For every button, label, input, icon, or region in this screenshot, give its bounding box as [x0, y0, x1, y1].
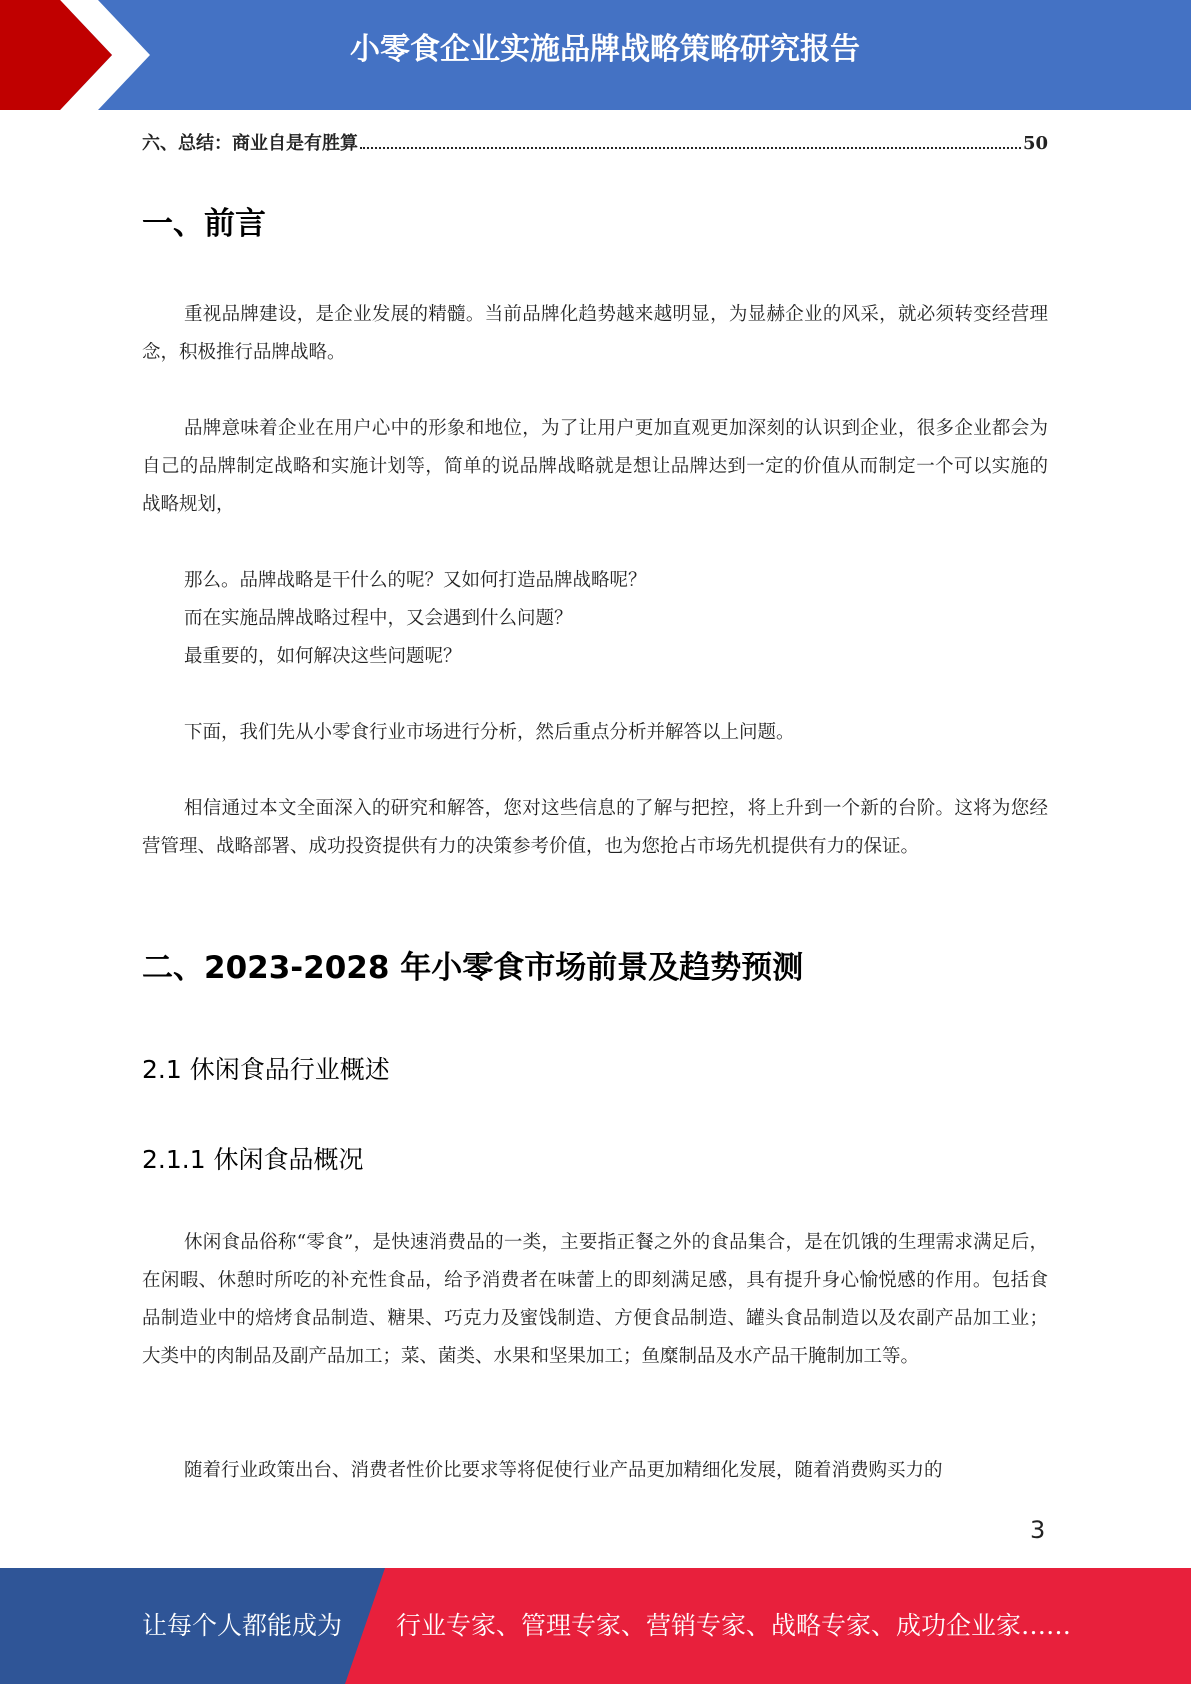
paragraph-1: 重视品牌建设，是企业发展的精髓。当前品牌化趋势越来越明显，为显赫企业的风采，就必须转变经营理念，积极推行品牌战略。	[142, 304, 1048, 363]
toc-entry-page: 50	[1022, 133, 1048, 154]
subheading-2-1: 2.1 休闲食品行业概述	[142, 1055, 390, 1084]
question-2: 而在实施品牌战略过程中，又会遇到什么问题？	[184, 608, 573, 629]
toc-leader-dots	[360, 147, 1021, 149]
footer-slogan-right: 行业专家、管理专家、营销专家、战略专家、成功企业家……	[396, 1611, 1072, 1640]
toc-entry-label: 六、总结：商业自是有胜算	[142, 133, 358, 154]
paragraph-5: 休闲食品俗称“零食”，是快速消费品的一类，主要指正餐之外的食品集合，是在饥饿的生理需求满足后，在闲暇、休憩时所吃的补充性食品，给予消费者在味蕾上的即刻满足感，具有提升身心愉悦感的作用。包括食品制造业中的焙烤食品制造、糖果、巧克力及蜜饯制造、方便食品制造、罐头食品制造以及农副产品加工业；大类中的肉制品及副产品加工；菜、菌类、水果和坚果加工；鱼糜制品及水产品干腌制加工等。	[142, 1232, 1048, 1367]
section-heading-forecast: 二、2023-2028 年小零食市场前景及趋势预测	[142, 950, 804, 986]
page-footer	[0, 1568, 1191, 1684]
paragraph-3: 下面，我们先从小零食行业市场进行分析，然后重点分析并解答以上问题。	[184, 722, 795, 743]
page-header	[0, 0, 1191, 110]
footer-slogan-left: 让每个人都能成为	[142, 1611, 343, 1640]
paragraph-4: 相信通过本文全面深入的研究和解答，您对这些信息的了解与把控，将上升到一个新的台阶。这将为您经营管理、战略部署、成功投资提供有力的决策参考价值，也为您抢占市场先机提供有力的保证。	[142, 798, 1048, 857]
paragraph-2: 品牌意味着企业在用户心中的形象和地位，为了让用户更加直观更加深刻的认识到企业，很多企业都会为自己的品牌制定战略和实施计划等，简单的说品牌战略就是想让品牌达到一定的价值从而制定一个可以实施的战略规划，	[142, 418, 1048, 515]
report-title: 小零食企业实施品牌战略策略研究报告	[350, 32, 860, 67]
toc-entry[interactable]	[142, 128, 1048, 160]
subheading-2-1-1: 2.1.1 休闲食品概况	[142, 1145, 364, 1174]
section-heading-preface: 一、前言	[142, 206, 266, 242]
question-3: 最重要的，如何解决这些问题呢？	[184, 646, 462, 667]
page-number: 3	[1030, 1516, 1046, 1544]
header-arrow-icon	[0, 0, 160, 110]
question-1: 那么。品牌战略是干什么的呢？又如何打造品牌战略呢？	[184, 570, 647, 591]
paragraph-6: 随着行业政策出台、消费者性价比要求等将促使行业产品更加精细化发展，随着消费购买力的	[184, 1460, 943, 1481]
